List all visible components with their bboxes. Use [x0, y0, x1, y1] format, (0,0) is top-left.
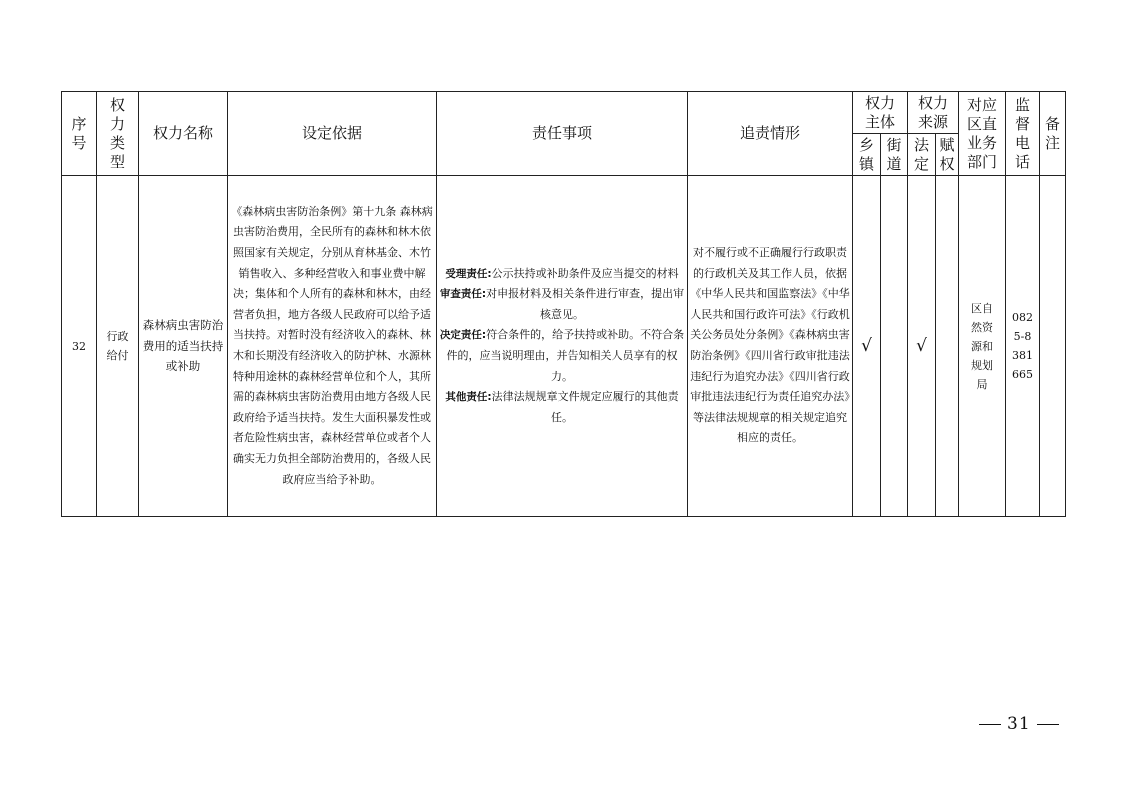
- header-subject-street: 街道: [881, 134, 908, 176]
- responsibility-decision: 决定责任:符合条件的，给予扶持或补助。不符合条件的，应当说明理由，并告知相关人员享有的权力。: [439, 328, 685, 383]
- cell-source-granted: [936, 176, 959, 517]
- cell-source-statutory-check: √: [908, 176, 936, 517]
- header-remark: 备注: [1040, 92, 1066, 176]
- header-dept: 对应区直业务部门: [959, 92, 1006, 176]
- responsibility-review: 审查责任:对申报材料及相关条件进行审查，提出审核意见。: [439, 287, 685, 321]
- header-subject-township: 乡镇: [853, 134, 881, 176]
- cell-responsibility: [437, 176, 688, 517]
- power-list-table: [61, 91, 1066, 517]
- table-row: [62, 176, 1066, 517]
- header-seq: 序号: [62, 92, 97, 176]
- cell-subject-township-check: √: [853, 176, 881, 517]
- header-source-statutory: 法定: [908, 134, 936, 176]
- cell-subject-street: [881, 176, 908, 517]
- header-basis: 设定依据: [228, 92, 437, 176]
- cell-power-name: 森林病虫害防治费用的适当扶持或补助: [139, 176, 228, 517]
- cell-phone: 0825-8381665: [1006, 176, 1040, 517]
- cell-seq: 32: [62, 176, 97, 517]
- header-source-granted: 赋权: [936, 134, 959, 176]
- header-accountability: 追责情形: [688, 92, 853, 176]
- dash-left: [979, 724, 1001, 725]
- cell-remark: [1040, 176, 1066, 517]
- cell-basis: 《森林病虫害防治条例》第十九条 森林病虫害防治费用，全民所有的森林和林木依照国家有关规定，分别从育林基金、木竹销售收入、多种经营收入和事业费中解决；集体和个人所有的森林和林木，由经营者负担，地方各级人民政府可以给予适当扶持。对暂时没有经济收入的森林、林木和长期没有经济收入的防护林、水源林特种用途林的森林经营单位和个人，其所需的森林病虫害防治费用由地方各级人民政府给予适当扶持。发生大面积暴发性或者危险性病虫害，森林经营单位或者个人确实无力负担全部防治费用的，各级人民政府应当给予补助。: [228, 176, 437, 517]
- responsibility-other: 其他责任:法律法规规章文件规定应履行的其他责任。: [445, 390, 679, 424]
- cell-power-type: 行政给付: [97, 176, 139, 517]
- header-power-name: 权力名称: [139, 92, 228, 176]
- page-number: 31: [973, 714, 1065, 734]
- cell-accountability: 对不履行或不正确履行行政职责的行政机关及其工作人员，依据《中华人民共和国监察法》《中华人民共和国行政许可法》《行政机关公务员处分条例》《森林病虫害防治条例》《四川省行政审批违法违纪行为追究办法》《四川省行政审批违法违纪行为责任追究办法》等法律法规规章的相关规定追究相应的责任。: [688, 176, 853, 517]
- header-power-type: 权力类型: [97, 92, 139, 176]
- responsibility-acceptance: 受理责任:公示扶持或补助条件及应当提交的材料: [445, 266, 679, 280]
- header-phone: 监督电话: [1006, 92, 1040, 176]
- cell-dept: 区自然资源和规划局: [959, 176, 1006, 517]
- header-subject-group: 权力主体: [853, 92, 908, 134]
- header-source-group: 权力来源: [908, 92, 959, 134]
- header-responsibility: 责任事项: [437, 92, 688, 176]
- dash-right: [1037, 724, 1059, 725]
